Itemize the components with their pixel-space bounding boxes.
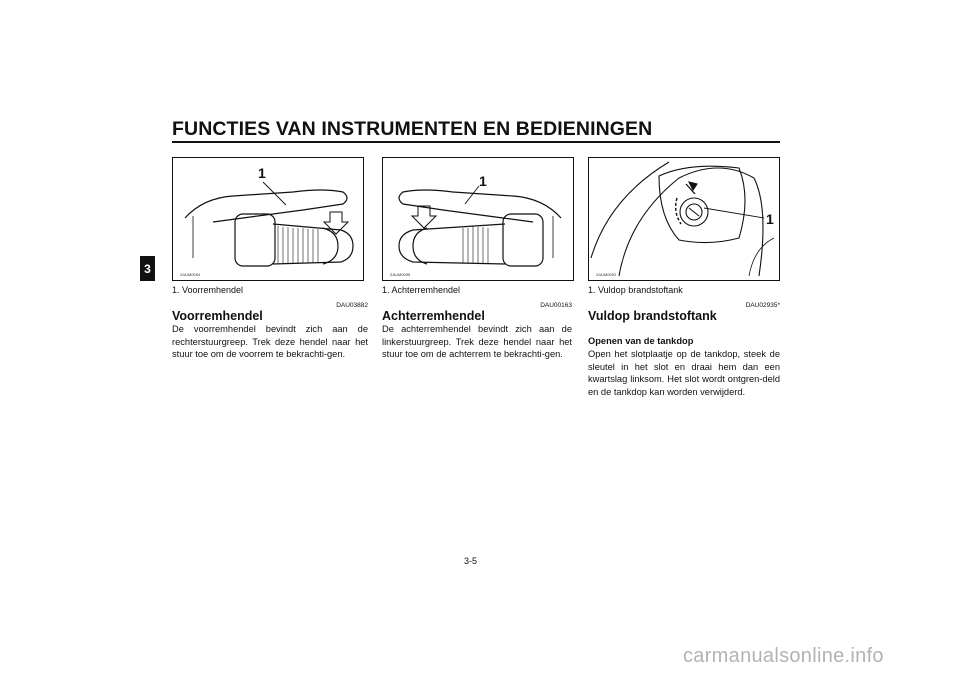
doc-code: DAU00163: [540, 302, 572, 309]
figure-fuel-tank-cap: [588, 157, 780, 281]
figure-caption: 1. Achterremhendel: [382, 285, 461, 295]
figure-callout-1: 1: [766, 211, 774, 227]
rear-brake-lever-illustration: [383, 158, 573, 280]
page-header-title: FUNCTIES VAN INSTRUMENTEN EN BEDIENINGEN: [172, 118, 653, 140]
chapter-tab: 3: [140, 256, 155, 281]
section-subheading: Openen van de tankdop: [588, 336, 694, 346]
figure-code: ZAUM0094: [180, 272, 201, 277]
page-number: 3-5: [464, 556, 478, 566]
section-body: Open het slotplaatje op de tankdop, steek de sleutel in het slot en draai hem dan een kwartslag linksom. Het slot wordt ontgren-deld en de tankdop kan worden verwijderd.: [588, 349, 780, 397]
figure-front-brake-lever: [172, 157, 364, 281]
watermark-text: carmanualsonline.info: [683, 645, 884, 667]
header-rule: [172, 141, 780, 143]
section-body: De achterremhendel bevindt zich aan de linkerstuurgreep. Trek deze hendel naar het stuur toe om de achterrem te bekrachti-gen.: [382, 324, 572, 360]
section-title: Vuldop brandstoftank: [588, 309, 717, 323]
figure-code: ZAUM0095: [390, 272, 411, 277]
section-title: Achterremhendel: [382, 309, 485, 323]
figure-caption: 1. Vuldop brandstoftank: [588, 285, 683, 295]
figure-callout-1: 1: [258, 165, 266, 181]
doc-code: DAU02935*: [745, 302, 780, 309]
front-brake-lever-illustration: [173, 158, 363, 280]
figure-code: ZAUM0092: [596, 272, 617, 277]
doc-code: DAU03882: [336, 302, 368, 309]
figure-caption: 1. Voorremhendel: [172, 285, 244, 295]
section-body: De voorremhendel bevindt zich aan de rechterstuurgreep. Trek deze hendel naar het stuur toe om de voorrem te bekrachti-gen.: [172, 324, 368, 360]
figure-callout-1: 1: [479, 173, 487, 189]
fuel-tank-cap-illustration: [589, 158, 779, 280]
figure-rear-brake-lever: [382, 157, 574, 281]
section-title: Voorremhendel: [172, 309, 263, 323]
